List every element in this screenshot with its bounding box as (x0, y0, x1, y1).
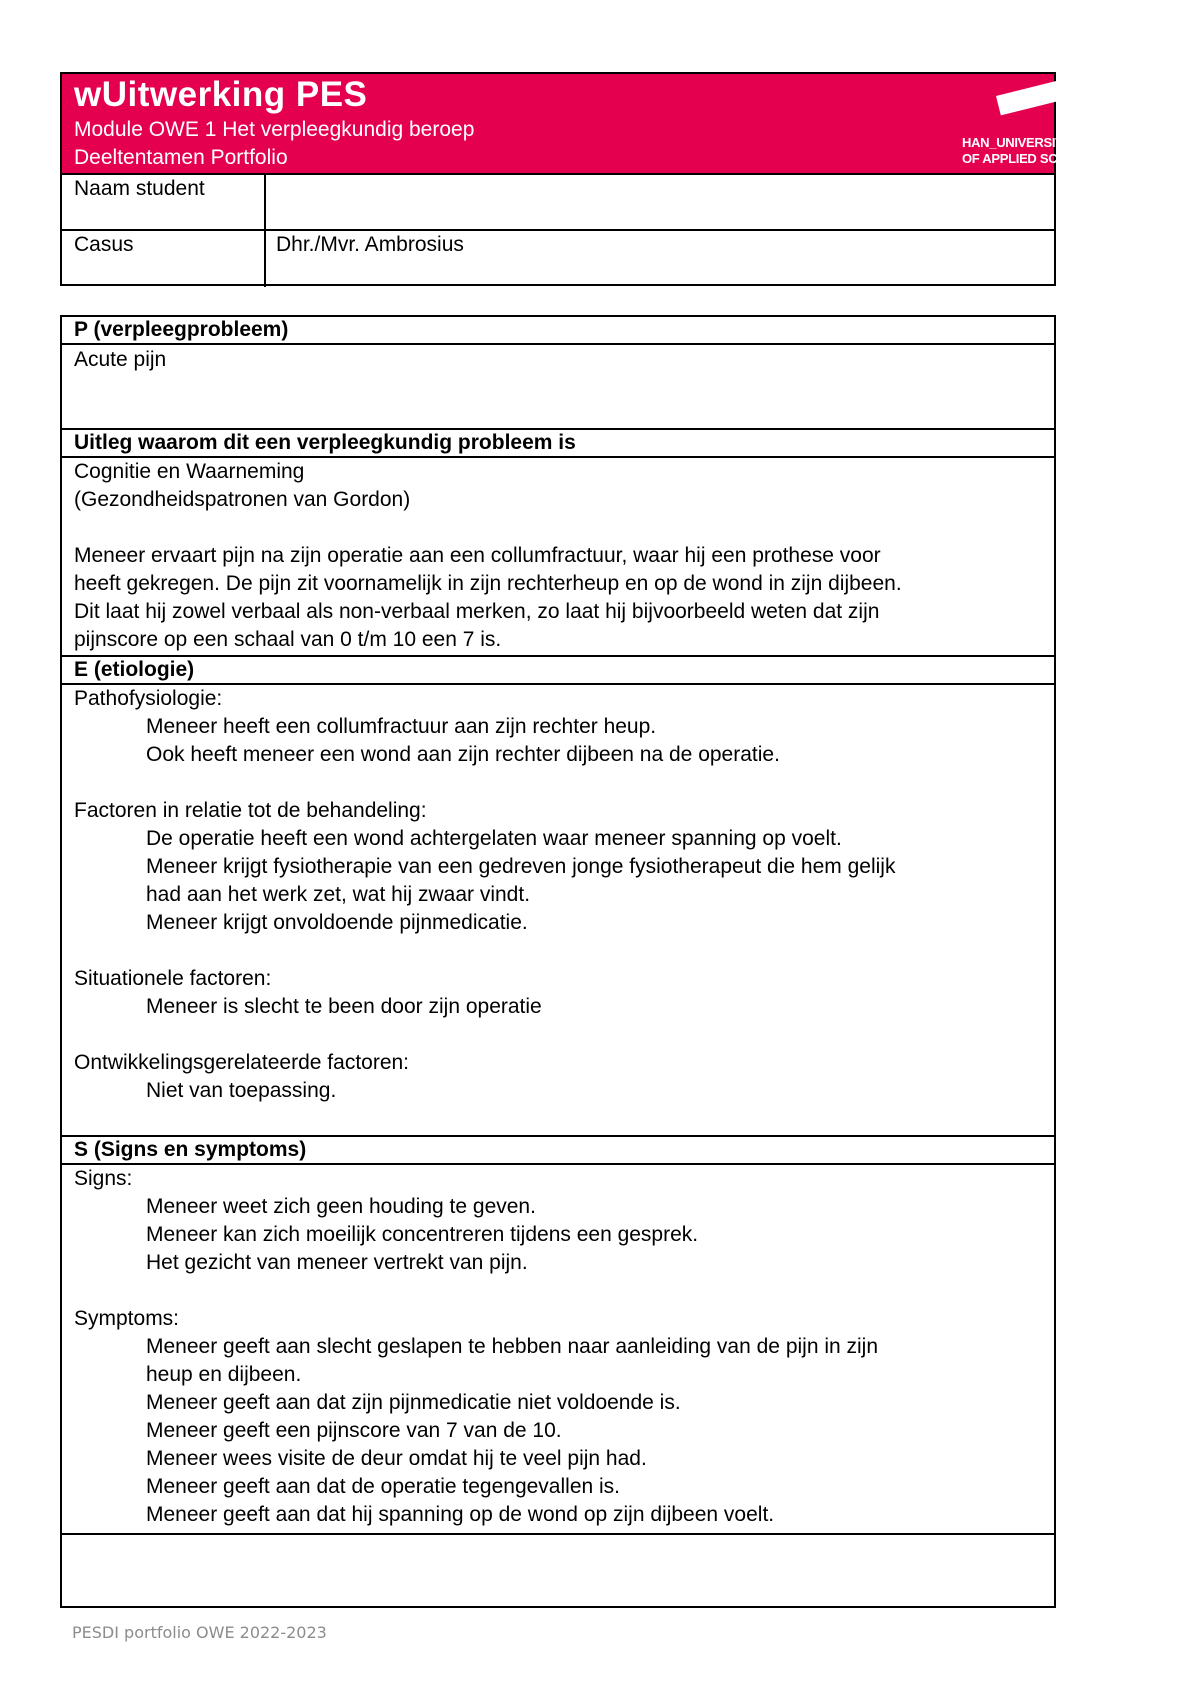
module-name: Module OWE 1 Het verpleegkundig beroep (74, 118, 475, 141)
e-item: Niet van toepassing. (146, 1079, 337, 1102)
e-item: Meneer is slecht te been door zijn operatie (146, 995, 542, 1018)
signs-label: Signs: (74, 1167, 133, 1190)
row-divider (264, 175, 266, 231)
uitleg-body (74, 458, 902, 654)
p-heading (62, 317, 1054, 345)
han-logo (902, 88, 1104, 178)
symptom-item: Meneer geeft aan dat zijn pijnmedicatie niet voldoende is. (146, 1391, 681, 1414)
symptom-item: heup en dijbeen. (146, 1363, 302, 1386)
logo-text-line1: HAN_UNIVERSITY (962, 135, 1072, 150)
casus-value: Dhr./Mvr. Ambrosius (276, 233, 464, 256)
logo-bar-icon (996, 74, 1088, 115)
e-heading-text: E (etiologie) (74, 658, 195, 681)
uitleg-heading (62, 428, 1054, 458)
s-heading (62, 1135, 1054, 1165)
pes-table (60, 315, 1056, 1608)
e-group-label: Ontwikkelingsgerelateerde factoren: (74, 1051, 410, 1074)
uitleg-line: pijnscore op een schaal van 0 t/m 10 een 7 is. (74, 628, 502, 651)
empty-row (62, 1533, 1054, 1608)
symptom-item: Meneer geeft aan dat de operatie tegengevallen is. (146, 1475, 621, 1498)
uitleg-line: Meneer ervaart pijn na zijn operatie aan een collumfractuur, waar hij een prothese voor (74, 544, 881, 567)
sign-item: Meneer kan zich moeilijk concentreren tijdens een gesprek. (146, 1223, 699, 1246)
s-spacer (74, 1277, 878, 1305)
uitleg-line: Dit laat hij zowel verbaal als non-verbaal merken, zo laat hij bijvoorbeeld weten dat zijn (74, 600, 880, 623)
e-body (74, 685, 895, 1105)
uitleg-line: Cognitie en Waarneming (74, 460, 305, 483)
student-name-row (62, 173, 1054, 231)
e-item: De operatie heeft een wond achtergelaten waar meneer spanning op voelt. (146, 827, 842, 850)
row-divider (264, 231, 266, 287)
uitleg-spacer (74, 514, 902, 542)
e-item: Meneer heeft een collumfractuur aan zijn rechter heup. (146, 715, 657, 738)
e-item: Meneer krijgt fysiotherapie van een gedreven jonge fysiotherapeut die hem gelijk (146, 855, 896, 878)
e-spacer (74, 769, 895, 797)
e-spacer (74, 937, 895, 965)
symptom-item: Meneer geeft aan slecht geslapen te hebben naar aanleiding van de pijn in zijn (146, 1335, 879, 1358)
e-item: Meneer krijgt onvoldoende pijnmedicatie. (146, 911, 528, 934)
uitleg-line: (Gezondheidspatronen van Gordon) (74, 488, 411, 511)
e-group-label: Situationele factoren: (74, 967, 272, 990)
uitleg-heading-text: Uitleg waarom dit een verpleegkundig probleem is (74, 431, 576, 454)
uitleg-line: heeft gekregen. De pijn zit voornamelijk in zijn rechterheup en op de wond in zijn dijbeen. (74, 572, 902, 595)
casus-row (62, 229, 1054, 287)
student-name-label: Naam student (74, 177, 205, 200)
e-group-label: Factoren in relatie tot de behandeling: (74, 799, 427, 822)
e-spacer (74, 1021, 895, 1049)
symptom-item: Meneer geeft aan dat hij spanning op de wond op zijn dijbeen voelt. (146, 1503, 775, 1526)
document-title: wUitwerking PES (74, 75, 368, 114)
logo-text-line2: OF APPLIED SCIENCES (962, 151, 1104, 166)
document-header (60, 72, 1104, 286)
sign-item: Meneer weet zich geen houding te geven. (146, 1195, 536, 1218)
symptom-item: Meneer geeft een pijnscore van 7 van de 10. (146, 1419, 562, 1442)
sign-item: Het gezicht van meneer vertrekt van pijn. (146, 1251, 528, 1274)
casus-label: Casus (74, 233, 134, 256)
e-item: Ook heeft meneer een wond aan zijn rechter dijbeen na de operatie. (146, 743, 780, 766)
s-heading-text: S (Signs en symptoms) (74, 1138, 307, 1161)
e-heading (62, 655, 1054, 685)
p-text: Acute pijn (74, 348, 167, 371)
symptom-item: Meneer wees visite de deur omdat hij te veel pijn had. (146, 1447, 647, 1470)
header-banner (62, 74, 1104, 173)
e-group-label: Pathofysiologie: (74, 687, 223, 710)
s-body (74, 1165, 878, 1529)
symptoms-label: Symptoms: (74, 1307, 180, 1330)
exam-name: Deeltentamen Portfolio (74, 146, 288, 169)
e-item: had aan het werk zet, wat hij zwaar vindt. (146, 883, 531, 906)
page-footer: PESDI portfolio OWE 2022-2023 (72, 1623, 327, 1642)
p-heading-text: P (verpleegprobleem) (74, 318, 289, 341)
